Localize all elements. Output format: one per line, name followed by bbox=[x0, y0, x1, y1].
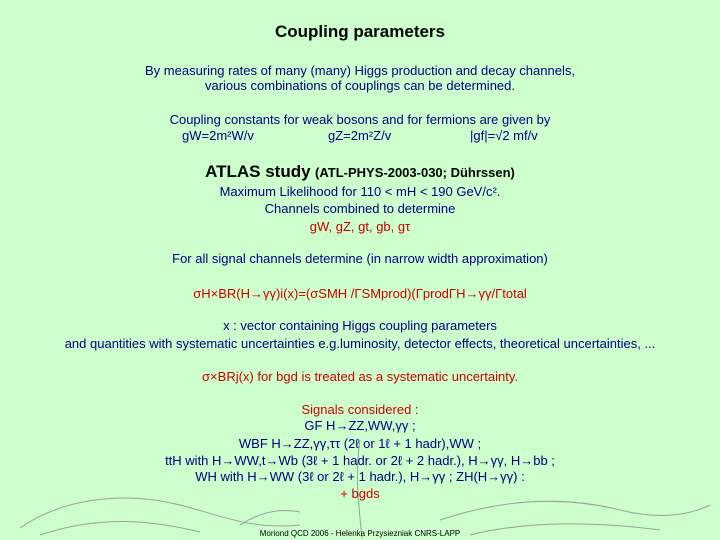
signal-wbf: WBF H→ZZ,γγ,ττ (2ℓ or 1ℓ + 1 hadr),WW ; bbox=[238, 436, 482, 451]
atlas-line-1: Maximum Likelihood for 110 < mH < 190 GeV/c². bbox=[219, 184, 501, 199]
atlas-reference: (ATL-PHYS-2003-030; Dührssen) bbox=[315, 165, 515, 180]
page-title: Coupling parameters bbox=[274, 22, 446, 41]
gz-formula: gZ=2m²Z/v bbox=[328, 128, 392, 143]
footer-credit: Moriond QCD 2006 - Helenka Przysiezniak CNRS-LAPP bbox=[259, 529, 461, 538]
vector-line-1: x : vector containing Higgs coupling parameters bbox=[223, 318, 497, 333]
signal-formula: σH×BR(H→γγ)i(x)=(σSMH /ΓSMprod)(ΓprodΓH→γγ/Γtotal bbox=[193, 286, 527, 301]
couplings-list: gW, gZ, gt, gb, gτ bbox=[309, 219, 411, 234]
signal-intro: For all signal channels determine (in narrow width approximation) bbox=[172, 251, 548, 266]
atlas-line-2: Channels combined to determine bbox=[264, 201, 456, 216]
gf-formula: |gf|=√2 mf/v bbox=[470, 128, 538, 143]
atlas-heading bbox=[0, 162, 720, 182]
sketch-stroke bbox=[440, 501, 710, 520]
vector-line-2: and quantities with systematic uncertainties e.g.luminosity, detector effects, theoretical uncertainties, ... bbox=[64, 336, 656, 351]
intro-line-2: various combinations of couplings can be determined. bbox=[204, 78, 515, 93]
bgd-line: σ×BRj(x) for bgd is treated as a systematic uncertainty. bbox=[202, 369, 518, 384]
intro-line-1: By measuring rates of many (many) Higgs production and decay channels, bbox=[145, 63, 575, 78]
gw-formula: gW=2m²W/v bbox=[182, 128, 254, 143]
signal-bgds: + bgds bbox=[340, 486, 380, 501]
signals-header: Signals considered : bbox=[301, 402, 419, 417]
sketch-stroke bbox=[240, 511, 300, 525]
signal-gf: GF H→ZZ,WW,γγ ; bbox=[304, 418, 416, 433]
signal-wh: WH with H→WW (3ℓ or 2ℓ + 1 hadr.), H→γγ ; ZH(H→γγ) : bbox=[195, 469, 525, 484]
coupling-line: Coupling constants for weak bosons and for fermions are given by bbox=[169, 112, 551, 127]
signal-tth: ttH with H→WW,t→Wb (3ℓ + 1 hadr. or 2ℓ + 2 hadr.), H→γγ, H→bb ; bbox=[165, 453, 555, 468]
atlas-study-label: ATLAS study bbox=[205, 162, 311, 181]
sketch-stroke bbox=[20, 498, 300, 528]
